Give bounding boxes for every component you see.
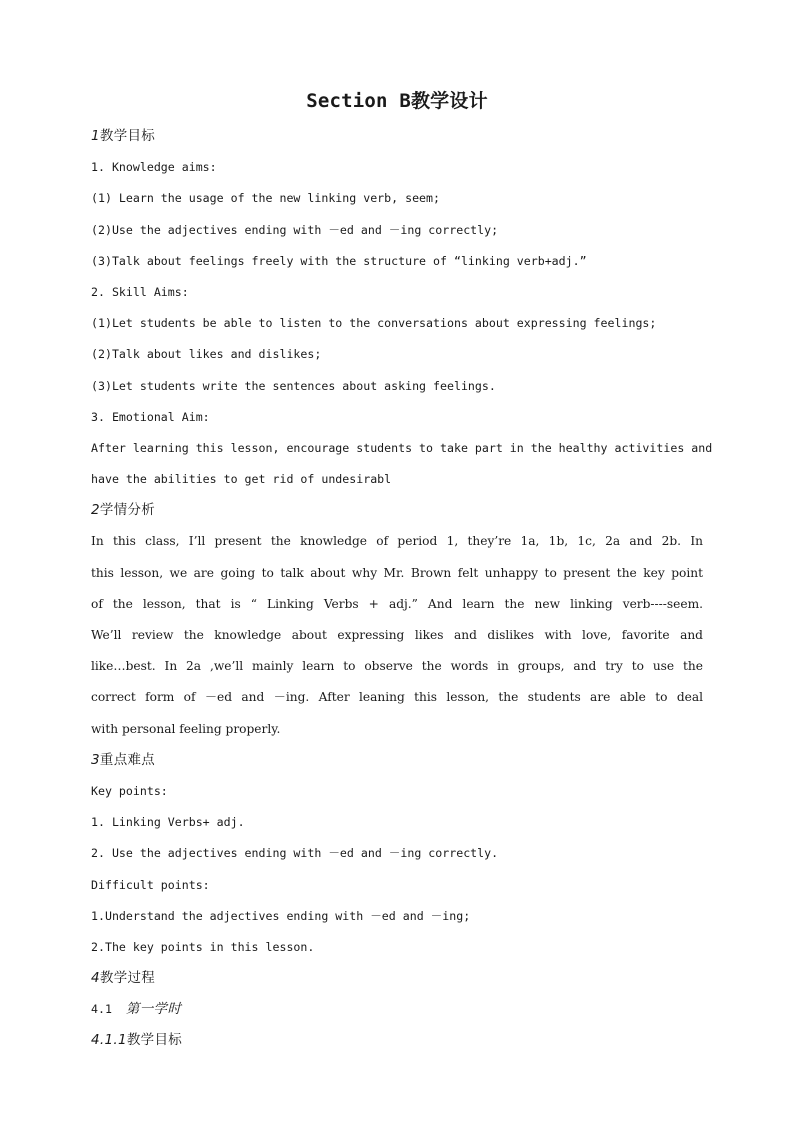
key-point-line: Difficult points: [91,877,210,892]
document-title: Section B教学设计 [306,90,488,112]
key-point-line: 2.The key points in this lesson. [91,939,315,954]
analysis-line: like…best. In 2a ,we’ll mainly learn to observe the words in groups, and try to use the [91,659,703,674]
objective-line: (2)Use the adjectives ending with －ed and －ing correctly; [91,222,499,237]
objective-line: have the abilities to get rid of undesirabl [91,472,392,487]
analysis-line: In this class, I’ll present the knowledge of period 1, they’re 1a, 1b, 1c, 2a and 2b. In [91,534,703,549]
objective-line: 3. Emotional Aim: [91,409,210,424]
objective-line: (3)Let students write the sentences about asking feelings. [91,378,496,393]
objective-line: 2. Skill Aims: [91,284,189,299]
objective-line: (1)Let students be able to listen to the conversations about expressing feelings; [91,316,657,331]
analysis-line: with personal feeling properly. [91,721,281,736]
key-point-line: Key points: [91,783,168,798]
section-heading-analysis: 2学情分析 [91,502,156,519]
section-heading-key-points: 3重点难点 [91,751,156,768]
analysis-line: this lesson, we are going to talk about why Mr. Brown felt unhappy to present the key point [91,565,703,580]
objective-line: (3)Talk about feelings freely with the structure of “linking verb+adj.” [91,253,587,268]
objective-line: 1. Knowledge aims: [91,160,217,175]
analysis-line: We’ll review the knowledge about expressing likes and dislikes with love, favorite and [91,628,703,642]
section-heading-process: 4教学过程 [91,970,156,987]
objective-line: (1) Learn the usage of the new linking verb, seem; [91,191,441,206]
objective-line: After learning this lesson, encourage students to take part in the healthy activities and [91,440,713,455]
key-point-line: 1.Understand the adjectives ending with －ed and －ing; [91,908,471,923]
section-heading-objectives: 1教学目标 [91,128,156,144]
objective-line: (2)Talk about likes and dislikes; [91,347,322,362]
subsection-heading: 4.1 第一学时 [91,1001,182,1018]
key-point-line: 2. Use the adjectives ending with －ed and －ing correctly. [91,846,499,861]
key-point-line: 1. Linking Verbs+ adj. [91,815,245,830]
document-body [91,121,713,1057]
analysis-line: of the lesson, that is “ Linking Verbs + adj.” And learn the new linking verb----seem. [91,596,703,611]
analysis-line: correct form of －ed and －ing. After leaning this lesson, the students are able to deal [91,690,703,705]
subsection-heading: 4.1.1教学目标 [91,1032,183,1049]
